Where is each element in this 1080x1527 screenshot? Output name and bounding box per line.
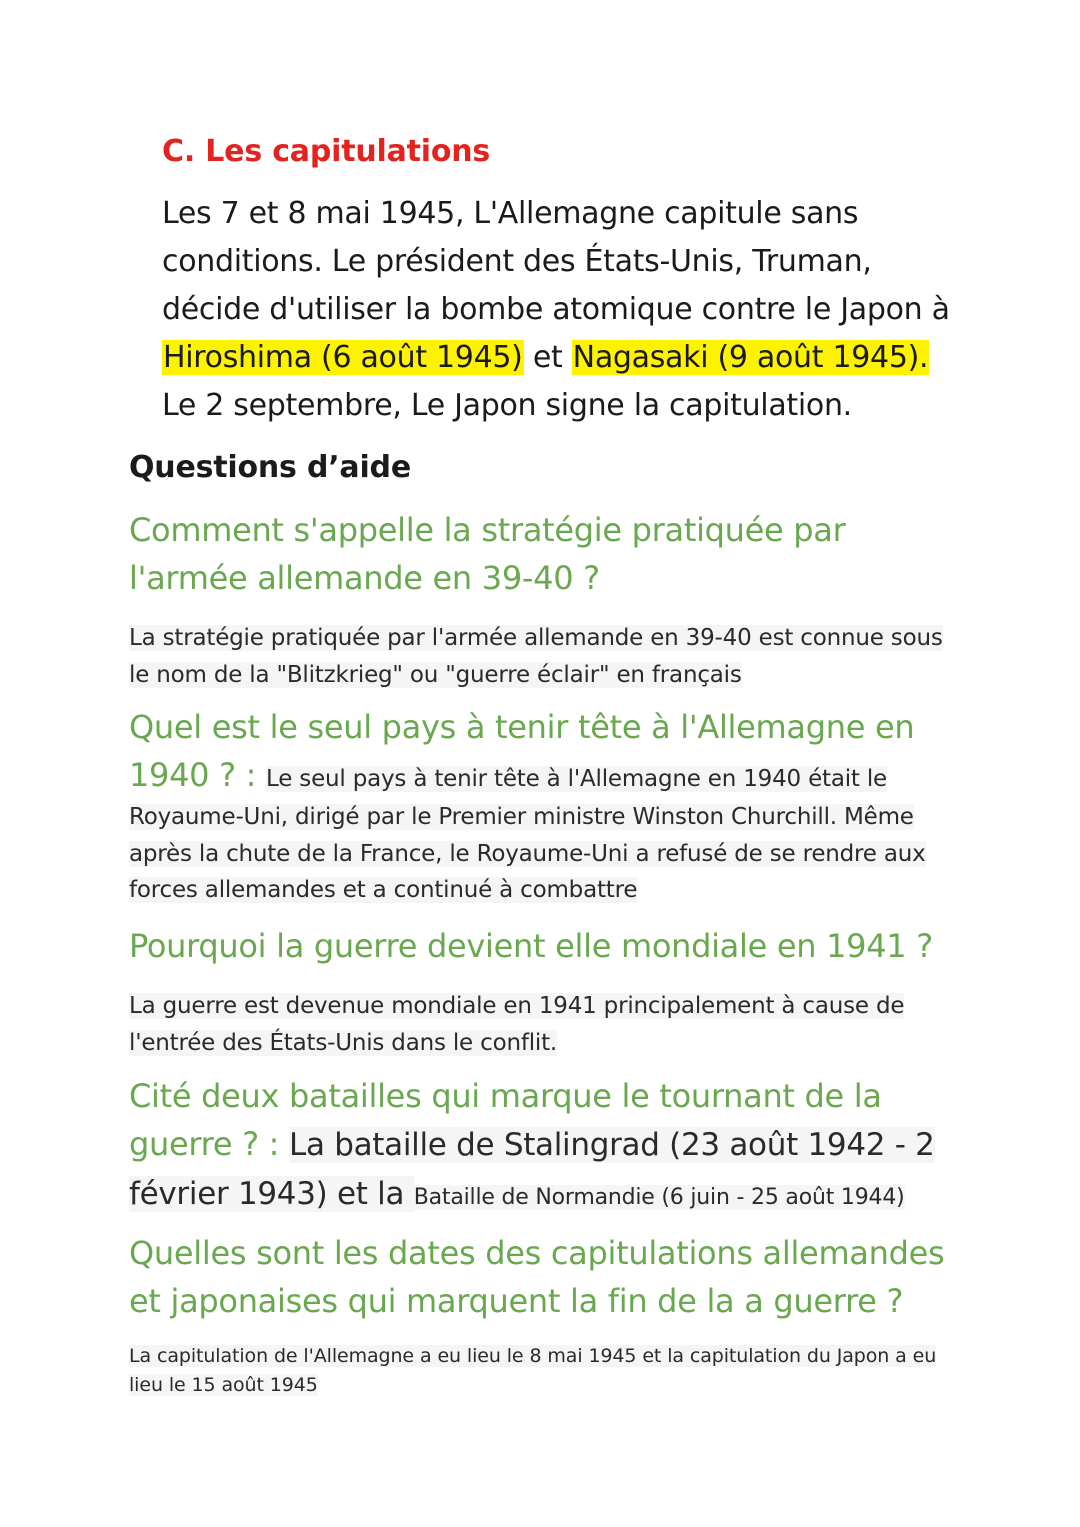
answer-4-part2: Bataille de Normandie (6 juin - 25 août 1944) xyxy=(413,1185,905,1210)
help-questions-title: Questions d’aide xyxy=(129,450,411,485)
qa-block-3 xyxy=(129,922,959,1061)
qa-block-2 xyxy=(129,703,959,909)
qa-block-1 xyxy=(129,506,959,693)
question-5: Quelles sont les dates des capitulations allemandes et japonaises qui marquent la fin de la a guerre ? xyxy=(129,1234,945,1320)
answer-2: Le seul pays à tenir tête à l'Allemagne en 1940 était le Royaume-Uni, dirigé par le Premier ministre Winston Churchill. Même après la chute de la France, le Royaume-Uni a refusé de se rendre aux forces allemandes et a continué à combattre xyxy=(129,766,926,903)
qa-block-5 xyxy=(129,1229,959,1400)
answer-5-container xyxy=(129,1342,951,1400)
highlight-hiroshima: Hiroshima (6 août 1945) xyxy=(163,340,523,375)
question-4: Cité deux batailles qui marque le tournant de la guerre ? : xyxy=(129,1077,882,1163)
answer-4-part1: La bataille de Stalingrad (23 août 1942 - 2 février 1943) et la xyxy=(129,1127,935,1212)
question-3: Pourquoi la guerre devient elle mondiale en 1941 ? xyxy=(129,927,933,965)
section-title: C. Les capitulations xyxy=(162,134,491,169)
qa-2-flow xyxy=(129,703,951,909)
section-capitulations xyxy=(162,128,962,430)
answer-5: La capitulation de l'Allemagne a eu lieu le 8 mai 1945 et la capitulation du Japon a eu lieu le 15 août 1945 xyxy=(129,1345,937,1396)
question-2: Quel est le seul pays à tenir tête à l'Allemagne en 1940 ? : xyxy=(129,708,915,794)
intro-conclusion: Le 2 septembre, Le Japon signe la capitulation. xyxy=(162,388,852,423)
question-1: Comment s'appelle la stratégie pratiquée par l'armée allemande en 39-40 ? xyxy=(129,511,846,597)
answer-3-container xyxy=(129,988,951,1061)
qa-block-4 xyxy=(129,1072,959,1222)
intro-text: Les 7 et 8 mai 1945, L'Allemagne capitule sans conditions. Le président des États-Unis, Truman, décide d'utiliser la bombe atomique contre le Japon à xyxy=(162,196,950,327)
section-intro xyxy=(162,190,962,430)
qa-4-flow xyxy=(129,1072,951,1222)
intro-connector: et xyxy=(523,340,572,375)
highlight-nagasaki: Nagasaki (9 août 1945). xyxy=(572,340,929,375)
answer-1-container xyxy=(129,620,951,693)
answer-1: La stratégie pratiquée par l'armée allemande en 39-40 est connue sous le nom de la "Blitzkrieg" ou "guerre éclair" en français xyxy=(129,625,943,688)
answer-3: La guerre est devenue mondiale en 1941 principalement à cause de l'entrée des États-Unis dans le conflit. xyxy=(129,993,905,1056)
